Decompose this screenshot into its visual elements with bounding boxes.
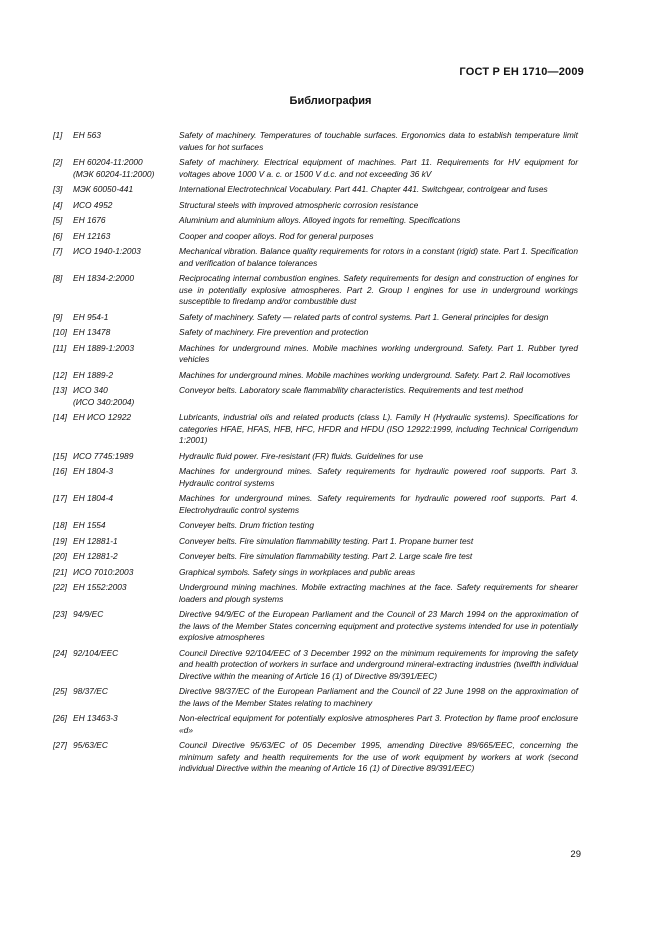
entry-standard-code: ИСО 4952 — [73, 199, 113, 210]
entry-standard-code: 98/37/EC — [73, 686, 108, 696]
entry-reference — [53, 520, 179, 532]
page-title: Библиография — [289, 95, 372, 107]
entry-number: [11] — [53, 342, 67, 353]
entry-number: [20] — [53, 551, 67, 561]
entry-number: [2] — [53, 157, 63, 167]
bibliography-entry — [53, 536, 578, 548]
entry-number: [1] — [53, 130, 63, 140]
entry-title: Machines for underground mines. Mobile machines working underground. Safety. Part 2. Rail locomotives — [179, 369, 571, 380]
entry-reference — [53, 567, 179, 579]
entry-number: [27] — [53, 740, 67, 750]
entry-number: [18] — [53, 520, 67, 530]
entry-number: [12] — [53, 369, 67, 380]
entry-title: Conveyer belts. Drum friction testing — [179, 520, 314, 530]
bibliography-list — [53, 130, 578, 779]
entry-number: [14] — [53, 412, 67, 422]
entry-standard-code: ИСО 7745:1989 — [73, 450, 134, 461]
entry-standard-code: ЕН 954-1 — [73, 311, 109, 322]
entry-standard-code: ИСО 340 — [73, 385, 108, 395]
entry-number: [13] — [53, 385, 67, 395]
entry-title: International Electrotechnical Vocabulary. Part 441. Chapter 441. Switchgear, controlgear and fuses — [179, 184, 548, 194]
entry-reference — [53, 215, 179, 227]
bibliography-entry — [53, 370, 578, 382]
entry-title: Aluminium and aluminium alloys. Alloyed ingots for remelting. Specifications — [179, 215, 461, 225]
entry-reference — [53, 184, 179, 196]
entry-title: Non-electrical equipment for potentially explosive atmospheres Part 3. Protection by flame proof enclosure «d» — [179, 713, 578, 735]
entry-title: Safety of machinery. Fire prevention and protection — [179, 327, 369, 337]
entry-reference — [53, 273, 179, 308]
bibliography-entry — [53, 412, 578, 447]
entry-number: [5] — [53, 215, 63, 225]
entry-standard-equivalent: (МЭК 60204-11:2000) — [73, 168, 155, 179]
entry-number: [6] — [53, 230, 63, 241]
bibliography-entry — [53, 312, 578, 324]
entry-standard-code: ЕН 12881-2 — [73, 551, 118, 561]
entry-standard-code: ЕН 1804-4 — [73, 493, 114, 503]
entry-number: [21] — [53, 566, 67, 577]
entry-number: [3] — [53, 184, 63, 194]
bibliography-entry — [53, 451, 578, 463]
entry-reference — [53, 327, 179, 339]
entry-standard-code: ЕН 1804-3 — [73, 466, 114, 476]
bibliography-entry — [53, 200, 578, 212]
entry-standard-equivalent: (ИСО 340:2004) — [73, 396, 135, 407]
entry-title: Council Directive 92/104/EEC of 3 December 1992 on the minimum requirements for improving the safety and health protection of workers in surface and underground mineral-extracting industries (twelfth individual Directive within the meaning of Article 16 (1) of Directive 89/391/EEC) — [179, 647, 578, 681]
entry-number: [10] — [53, 327, 67, 337]
bibliography-entry — [53, 231, 578, 243]
bibliography-entry — [53, 184, 578, 196]
entry-standard-code: 92/104/EEC — [73, 647, 119, 658]
bibliography-entry — [53, 713, 578, 736]
entry-number: [4] — [53, 199, 63, 210]
entry-reference — [53, 370, 179, 382]
entry-title: Machines for underground mines. Safety requirements for hydraulic powered roof supports. Part 3. Hydraulic control systems — [179, 466, 578, 488]
bibliography-entry — [53, 582, 578, 605]
entry-standard-code: ЕН 1552:2003 — [73, 582, 127, 592]
bibliography-entry — [53, 343, 578, 366]
entry-title: Mechanical vibration. Balance quality requirements for rotors in a constant (rigid) state. Part 1. Specification and verification of balance tolerances — [179, 246, 578, 268]
entry-title: Directive 94/9/EC of the European Parliament and the Council of 23 March 1994 on the approximation of the laws of the Member States concerning equipment and protective systems intended for use in potentially explosive atmospheres — [179, 609, 578, 642]
entry-number: [7] — [53, 246, 63, 256]
bibliography-entry — [53, 157, 578, 180]
entry-title: Lubricants, industrial oils and related products (class L). Family H (Hydraulic systems). Specifications for categories HFAE, HFAS, HFB, HFC, HFDR and HFDU (ISO 12922:1999, including Technical Corrigendum 1:2001) — [179, 412, 578, 445]
entry-title: Conveyer belts. Fire simulation flammability testing. Part 1. Propane burner test — [179, 535, 474, 546]
entry-title: Conveyer belts. Fire simulation flammability testing. Part 2. Large scale fire test — [179, 551, 473, 561]
entry-title: Safety of machinery. Temperatures of touchable surfaces. Ergonomics data to establish temperature limit values for hot surfaces — [179, 130, 578, 152]
entry-standard-code: ЕН 12881-1 — [73, 535, 118, 546]
bibliography-entry — [53, 273, 578, 308]
entry-standard-code: ЕН 1889-2 — [73, 369, 114, 380]
entry-standard-code: ИСО 1940-1:2003 — [73, 246, 141, 256]
entry-reference — [53, 343, 179, 366]
bibliography-entry — [53, 466, 578, 489]
entry-reference — [53, 451, 179, 463]
entry-number: [15] — [53, 450, 67, 461]
entry-title: Conveyor belts. Laboratory scale flammability characteristics. Requirements and test method — [179, 385, 523, 395]
entry-title: Hydraulic fluid power. Fire-resistant (FR) fluids. Guidelines for use — [179, 450, 424, 461]
bibliography-entry — [53, 740, 578, 775]
entry-reference — [53, 686, 179, 709]
entry-title: Safety of machinery. Electrical equipment of machines. Part 11. Requirements for HV equipment for voltages above 1000 V a. c. or 1500 V d.c. and not exceeding 36 kV — [179, 157, 578, 179]
bibliography-entry — [53, 648, 578, 683]
bibliography-entry — [53, 520, 578, 532]
bibliography-entry — [53, 215, 578, 227]
entry-number: [24] — [53, 647, 67, 658]
entry-number: [25] — [53, 686, 67, 696]
entry-standard-code: ЕН 563 — [73, 130, 101, 140]
entry-reference — [53, 157, 179, 180]
entry-number: [22] — [53, 582, 67, 592]
entry-reference — [53, 246, 179, 269]
entry-reference — [53, 385, 179, 408]
entry-reference — [53, 740, 179, 775]
entry-standard-code: ЕН 12163 — [73, 230, 111, 241]
bibliography-entry — [53, 551, 578, 563]
entry-standard-code: ЕН ИСО 12922 — [73, 412, 132, 422]
entry-reference — [53, 231, 179, 243]
entry-standard-code: ИСО 7010:2003 — [73, 566, 134, 577]
entry-title: Structural steels with improved atmospheric corrosion resistance — [179, 199, 419, 210]
entry-number: [26] — [53, 713, 67, 723]
entry-standard-code: ЕН 60204-11:2000 — [73, 157, 143, 167]
entry-title: Machines for underground mines. Safety requirements for hydraulic powered roof supports. Part 4. Electrohydraulic control systems — [179, 493, 578, 515]
document-code: ГОСТ Р ЕН 1710—2009 — [459, 66, 584, 78]
entry-number: [8] — [53, 273, 63, 283]
bibliography-entry — [53, 567, 578, 579]
entry-reference — [53, 312, 179, 324]
entry-reference — [53, 536, 179, 548]
entry-reference — [53, 130, 179, 153]
bibliography-entry — [53, 493, 578, 516]
entry-standard-code: ЕН 13478 — [73, 327, 111, 337]
bibliography-entry — [53, 327, 578, 339]
entry-number: [9] — [53, 311, 63, 322]
entry-number: [17] — [53, 493, 67, 503]
entry-standard-code: ЕН 1834-2:2000 — [73, 273, 134, 283]
entry-title: Machines for underground mines. Mobile machines working underground. Safety. Part 1. Rubber tyred vehicles — [179, 342, 578, 364]
entry-reference — [53, 466, 179, 489]
entry-reference — [53, 609, 179, 644]
entry-number: [16] — [53, 466, 67, 476]
bibliography-entry — [53, 609, 578, 644]
entry-title: Directive 98/37/EC of the European Parliament and the Council of 22 June 1998 on the approximation of the laws of the Member States relating to machinery — [179, 686, 578, 708]
bibliography-entry — [53, 385, 578, 408]
entry-title: Cooper and cooper alloys. Rod for general purposes — [179, 230, 374, 241]
entry-reference — [53, 412, 179, 447]
entry-reference — [53, 551, 179, 563]
entry-title: Reciprocating internal combustion engines. Safety requirements for design and construction of engines for use in potentially explosive atmospheres. Part 2. Group I engines for use in underground workings susceptible to firedamp and/or combustible dust — [179, 273, 578, 306]
bibliography-entry — [53, 130, 578, 153]
entry-title: Council Directive 95/63/EC of 05 December 1995, amending Directive 89/665/EEC, concerning the minimum safety and health requirements for the use of work equipment by workers at work (second individual Directive within the meaning of Article 16 (1) of Directive 89/391/EEC) — [179, 740, 578, 773]
entry-reference — [53, 493, 179, 516]
entry-reference — [53, 713, 179, 736]
entry-title: Safety of machinery. Safety — related parts of control systems. Part 1. General principles for design — [179, 311, 549, 322]
entry-title: Graphical symbols. Safety sings in workplaces and public areas — [179, 566, 416, 577]
entry-reference — [53, 200, 179, 212]
page-number: 29 — [570, 849, 581, 860]
entry-reference — [53, 648, 179, 683]
entry-title: Underground mining machines. Mobile extracting machines at the face. Safety requirements for shearer loaders and plough systems — [179, 582, 578, 604]
entry-standard-code: 94/9/EC — [73, 609, 104, 619]
bibliography-entry — [53, 246, 578, 269]
entry-reference — [53, 582, 179, 605]
entry-standard-code: 95/63/EC — [73, 740, 108, 750]
entry-standard-code: ЕН 1554 — [73, 520, 106, 530]
entry-standard-code: ЕН 13463-3 — [73, 713, 118, 723]
entry-number: [23] — [53, 609, 67, 619]
entry-standard-code: ЕН 1676 — [73, 215, 106, 225]
entry-standard-code: МЭК 60050-441 — [73, 184, 134, 194]
entry-number: [19] — [53, 535, 67, 546]
entry-standard-code: ЕН 1889-1:2003 — [73, 342, 134, 353]
bibliography-entry — [53, 686, 578, 709]
